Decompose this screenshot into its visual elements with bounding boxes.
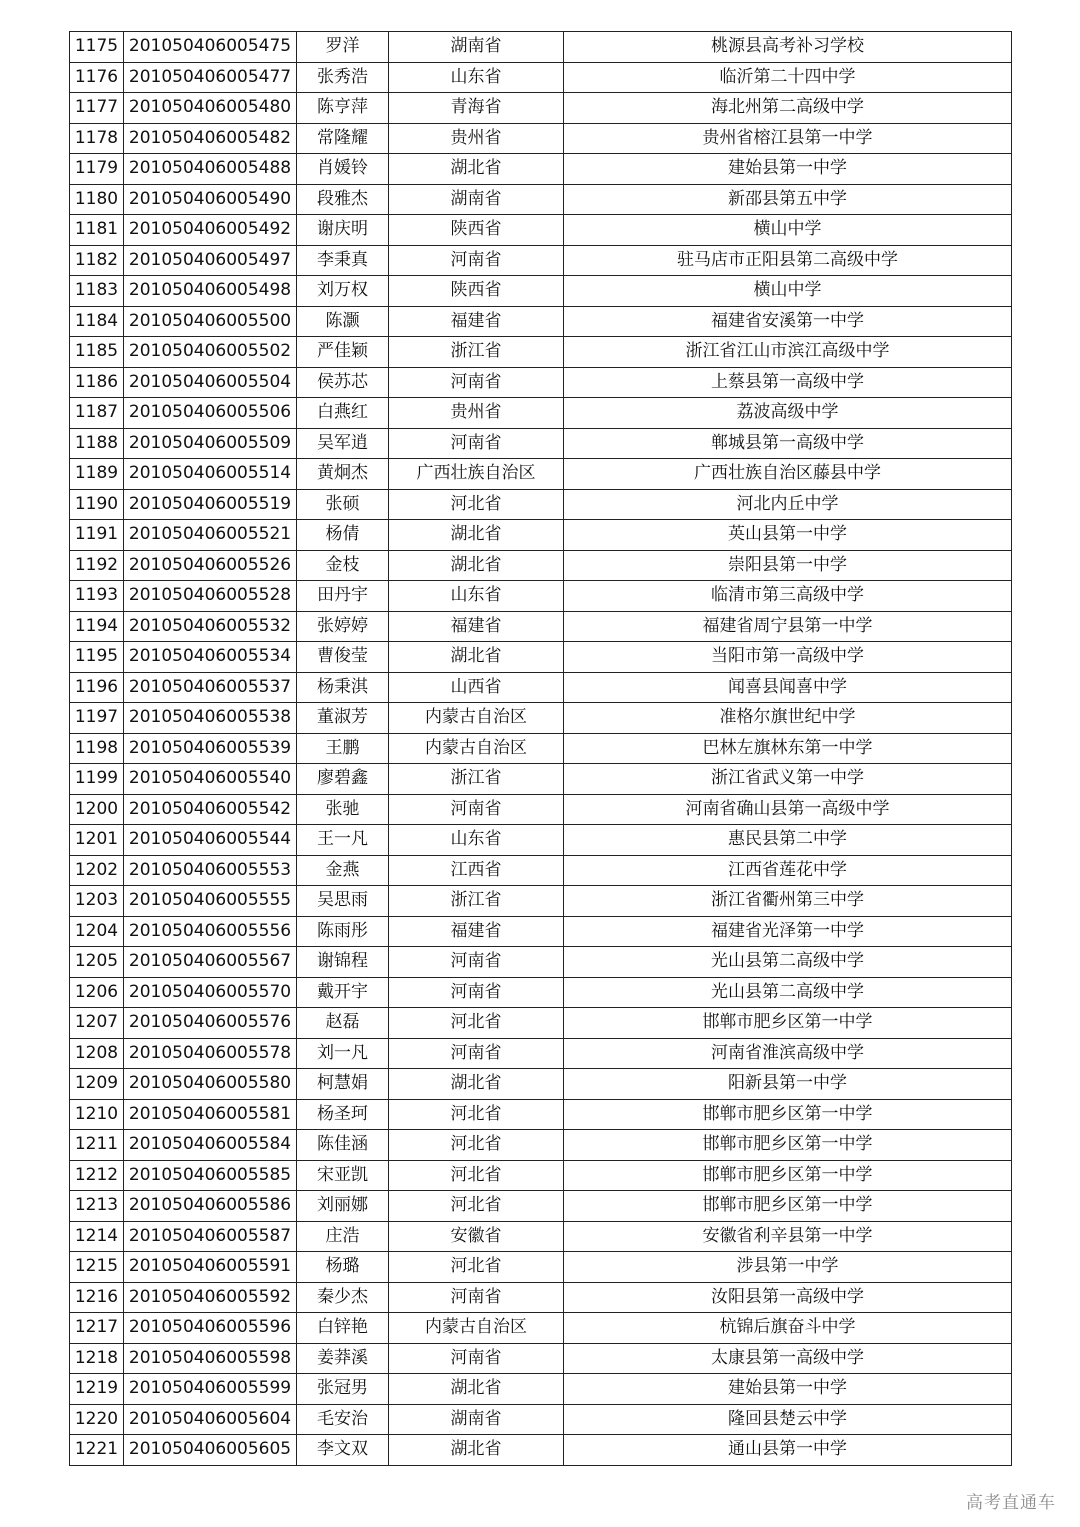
cell-province: 湖北省 [389,642,564,673]
cell-number: 1193 [70,581,124,612]
cell-exam-id: 201050406005521 [124,520,297,551]
cell-exam-id: 201050406005598 [124,1343,297,1374]
cell-school: 准格尔旗世纪中学 [564,703,1012,734]
cell-province: 安徽省 [389,1221,564,1252]
cell-number: 1207 [70,1008,124,1039]
table-row [70,154,1012,185]
cell-exam-id: 201050406005591 [124,1252,297,1283]
cell-number: 1188 [70,428,124,459]
table-row [70,1160,1012,1191]
cell-province: 福建省 [389,916,564,947]
cell-province: 湖南省 [389,32,564,63]
cell-province: 河南省 [389,1282,564,1313]
cell-school: 隆回县楚云中学 [564,1404,1012,1435]
cell-province: 河南省 [389,1038,564,1069]
table-row [70,733,1012,764]
cell-name: 杨倩 [297,520,389,551]
cell-number: 1214 [70,1221,124,1252]
cell-number: 1195 [70,642,124,673]
cell-number: 1176 [70,62,124,93]
cell-name: 张硕 [297,489,389,520]
cell-number: 1182 [70,245,124,276]
cell-number: 1189 [70,459,124,490]
cell-number: 1196 [70,672,124,703]
cell-exam-id: 201050406005475 [124,32,297,63]
cell-school: 河北内丘中学 [564,489,1012,520]
table-row [70,886,1012,917]
cell-name: 张婷婷 [297,611,389,642]
cell-exam-id: 201050406005532 [124,611,297,642]
cell-school: 横山中学 [564,276,1012,307]
cell-province: 湖北省 [389,154,564,185]
cell-number: 1208 [70,1038,124,1069]
table-row [70,1099,1012,1130]
cell-school: 横山中学 [564,215,1012,246]
cell-province: 贵州省 [389,398,564,429]
table-row [70,428,1012,459]
table-row [70,611,1012,642]
cell-name: 罗洋 [297,32,389,63]
cell-school: 邯郸市肥乡区第一中学 [564,1160,1012,1191]
cell-number: 1175 [70,32,124,63]
table-row [70,1404,1012,1435]
cell-exam-id: 201050406005506 [124,398,297,429]
cell-name: 刘一凡 [297,1038,389,1069]
cell-province: 浙江省 [389,337,564,368]
cell-exam-id: 201050406005534 [124,642,297,673]
cell-number: 1219 [70,1374,124,1405]
cell-name: 李秉真 [297,245,389,276]
table-row [70,1221,1012,1252]
cell-school: 巴林左旗林东第一中学 [564,733,1012,764]
cell-number: 1210 [70,1099,124,1130]
table-row [70,123,1012,154]
cell-name: 赵磊 [297,1008,389,1039]
cell-name: 张秀浩 [297,62,389,93]
cell-exam-id: 201050406005519 [124,489,297,520]
cell-number: 1204 [70,916,124,947]
cell-name: 肖媛铃 [297,154,389,185]
cell-name: 谢锦程 [297,947,389,978]
cell-province: 河南省 [389,1343,564,1374]
table-row [70,1343,1012,1374]
cell-exam-id: 201050406005578 [124,1038,297,1069]
cell-school: 临清市第三高级中学 [564,581,1012,612]
table-row [70,459,1012,490]
cell-province: 内蒙古自治区 [389,703,564,734]
table-row [70,276,1012,307]
cell-number: 1203 [70,886,124,917]
cell-name: 刘丽娜 [297,1191,389,1222]
cell-school: 驻马店市正阳县第二高级中学 [564,245,1012,276]
cell-school: 河南省确山县第一高级中学 [564,794,1012,825]
table-row [70,703,1012,734]
cell-name: 姜莽溪 [297,1343,389,1374]
cell-province: 河南省 [389,428,564,459]
cell-name: 杨璐 [297,1252,389,1283]
cell-number: 1183 [70,276,124,307]
cell-name: 宋亚凯 [297,1160,389,1191]
cell-name: 白燕红 [297,398,389,429]
cell-name: 刘万权 [297,276,389,307]
cell-province: 内蒙古自治区 [389,1313,564,1344]
table-row [70,215,1012,246]
cell-school: 涉县第一中学 [564,1252,1012,1283]
cell-name: 庄浩 [297,1221,389,1252]
cell-school: 惠民县第二中学 [564,825,1012,856]
cell-number: 1209 [70,1069,124,1100]
cell-name: 廖碧鑫 [297,764,389,795]
cell-exam-id: 201050406005540 [124,764,297,795]
cell-number: 1186 [70,367,124,398]
cell-number: 1220 [70,1404,124,1435]
cell-province: 福建省 [389,611,564,642]
cell-school: 江西省莲花中学 [564,855,1012,886]
cell-number: 1201 [70,825,124,856]
cell-name: 张冠男 [297,1374,389,1405]
cell-school: 广西壮族自治区藤县中学 [564,459,1012,490]
table-row [70,93,1012,124]
cell-exam-id: 201050406005605 [124,1435,297,1466]
cell-province: 湖北省 [389,1374,564,1405]
table-row [70,764,1012,795]
results-table-body [70,32,1012,1466]
cell-school: 海北州第二高级中学 [564,93,1012,124]
cell-province: 河南省 [389,947,564,978]
cell-exam-id: 201050406005587 [124,1221,297,1252]
cell-exam-id: 201050406005500 [124,306,297,337]
cell-province: 河北省 [389,489,564,520]
table-row [70,1374,1012,1405]
cell-number: 1191 [70,520,124,551]
table-row [70,367,1012,398]
cell-province: 山东省 [389,62,564,93]
cell-name: 谢庆明 [297,215,389,246]
table-row [70,642,1012,673]
cell-school: 安徽省利辛县第一中学 [564,1221,1012,1252]
cell-exam-id: 201050406005528 [124,581,297,612]
cell-number: 1179 [70,154,124,185]
cell-number: 1180 [70,184,124,215]
cell-province: 湖北省 [389,1435,564,1466]
cell-exam-id: 201050406005553 [124,855,297,886]
cell-exam-id: 201050406005586 [124,1191,297,1222]
cell-school: 福建省安溪第一中学 [564,306,1012,337]
cell-school: 上蔡县第一高级中学 [564,367,1012,398]
cell-province: 湖南省 [389,1404,564,1435]
table-row [70,489,1012,520]
cell-name: 王鹏 [297,733,389,764]
cell-school: 贵州省榕江县第一中学 [564,123,1012,154]
cell-exam-id: 201050406005555 [124,886,297,917]
cell-school: 河南省淮滨高级中学 [564,1038,1012,1069]
table-row [70,1252,1012,1283]
cell-name: 李文双 [297,1435,389,1466]
table-row [70,977,1012,1008]
cell-province: 河北省 [389,1160,564,1191]
cell-number: 1202 [70,855,124,886]
watermark: 高考直通车 [966,1493,1056,1513]
cell-number: 1205 [70,947,124,978]
cell-province: 江西省 [389,855,564,886]
cell-exam-id: 201050406005497 [124,245,297,276]
cell-province: 河北省 [389,1130,564,1161]
cell-name: 陈灏 [297,306,389,337]
table-row [70,184,1012,215]
cell-exam-id: 201050406005539 [124,733,297,764]
cell-school: 邯郸市肥乡区第一中学 [564,1191,1012,1222]
table-row [70,398,1012,429]
cell-school: 邯郸市肥乡区第一中学 [564,1008,1012,1039]
cell-name: 秦少杰 [297,1282,389,1313]
cell-exam-id: 201050406005585 [124,1160,297,1191]
cell-school: 光山县第二高级中学 [564,947,1012,978]
cell-exam-id: 201050406005538 [124,703,297,734]
results-table-container [69,31,1012,1466]
cell-exam-id: 201050406005604 [124,1404,297,1435]
cell-name: 杨秉淇 [297,672,389,703]
cell-school: 临沂第二十四中学 [564,62,1012,93]
cell-name: 田丹宇 [297,581,389,612]
cell-province: 河北省 [389,1191,564,1222]
cell-name: 金燕 [297,855,389,886]
cell-school: 邯郸市肥乡区第一中学 [564,1099,1012,1130]
cell-province: 青海省 [389,93,564,124]
cell-name: 常隆耀 [297,123,389,154]
cell-exam-id: 201050406005576 [124,1008,297,1039]
cell-school: 英山县第一中学 [564,520,1012,551]
cell-number: 1181 [70,215,124,246]
cell-exam-id: 201050406005599 [124,1374,297,1405]
cell-name: 王一凡 [297,825,389,856]
cell-exam-id: 201050406005477 [124,62,297,93]
table-row [70,825,1012,856]
cell-exam-id: 201050406005592 [124,1282,297,1313]
cell-number: 1213 [70,1191,124,1222]
cell-name: 黄炯杰 [297,459,389,490]
cell-school: 通山县第一中学 [564,1435,1012,1466]
cell-school: 浙江省江山市滨江高级中学 [564,337,1012,368]
cell-exam-id: 201050406005488 [124,154,297,185]
cell-number: 1198 [70,733,124,764]
cell-province: 广西壮族自治区 [389,459,564,490]
cell-name: 段雅杰 [297,184,389,215]
cell-school: 阳新县第一中学 [564,1069,1012,1100]
cell-name: 陈佳涵 [297,1130,389,1161]
table-row [70,1313,1012,1344]
cell-number: 1187 [70,398,124,429]
cell-exam-id: 201050406005567 [124,947,297,978]
cell-exam-id: 201050406005482 [124,123,297,154]
cell-number: 1212 [70,1160,124,1191]
cell-name: 白锌艳 [297,1313,389,1344]
cell-school: 当阳市第一高级中学 [564,642,1012,673]
table-row [70,245,1012,276]
cell-exam-id: 201050406005537 [124,672,297,703]
cell-name: 董淑芳 [297,703,389,734]
cell-province: 河南省 [389,794,564,825]
cell-province: 内蒙古自治区 [389,733,564,764]
cell-exam-id: 201050406005502 [124,337,297,368]
table-row [70,794,1012,825]
cell-province: 浙江省 [389,886,564,917]
cell-province: 贵州省 [389,123,564,154]
table-row [70,520,1012,551]
cell-number: 1221 [70,1435,124,1466]
cell-school: 浙江省武义第一中学 [564,764,1012,795]
cell-name: 吴思雨 [297,886,389,917]
table-row [70,1435,1012,1466]
cell-exam-id: 201050406005504 [124,367,297,398]
cell-province: 河北省 [389,1099,564,1130]
cell-exam-id: 201050406005498 [124,276,297,307]
cell-province: 湖北省 [389,550,564,581]
cell-province: 山东省 [389,581,564,612]
cell-name: 金枝 [297,550,389,581]
cell-number: 1177 [70,93,124,124]
table-row [70,62,1012,93]
cell-province: 湖南省 [389,184,564,215]
cell-province: 福建省 [389,306,564,337]
cell-name: 严佳颖 [297,337,389,368]
cell-name: 陈亨萍 [297,93,389,124]
cell-school: 太康县第一高级中学 [564,1343,1012,1374]
cell-name: 戴开宇 [297,977,389,1008]
table-row [70,1282,1012,1313]
cell-exam-id: 201050406005580 [124,1069,297,1100]
cell-province: 陕西省 [389,215,564,246]
cell-name: 陈雨彤 [297,916,389,947]
cell-exam-id: 201050406005544 [124,825,297,856]
cell-name: 吴军逍 [297,428,389,459]
cell-exam-id: 201050406005570 [124,977,297,1008]
cell-school: 郸城县第一高级中学 [564,428,1012,459]
table-row [70,1130,1012,1161]
cell-name: 侯苏芯 [297,367,389,398]
cell-number: 1199 [70,764,124,795]
cell-school: 杭锦后旗奋斗中学 [564,1313,1012,1344]
cell-number: 1211 [70,1130,124,1161]
table-row [70,1069,1012,1100]
cell-school: 邯郸市肥乡区第一中学 [564,1130,1012,1161]
cell-name: 张驰 [297,794,389,825]
cell-number: 1185 [70,337,124,368]
table-row [70,1038,1012,1069]
cell-name: 曹俊莹 [297,642,389,673]
cell-number: 1206 [70,977,124,1008]
cell-province: 河南省 [389,367,564,398]
cell-exam-id: 201050406005584 [124,1130,297,1161]
cell-province: 河南省 [389,977,564,1008]
cell-number: 1216 [70,1282,124,1313]
cell-school: 闻喜县闻喜中学 [564,672,1012,703]
cell-name: 毛安治 [297,1404,389,1435]
cell-school: 汝阳县第一高级中学 [564,1282,1012,1313]
table-row [70,855,1012,886]
cell-school: 桃源县高考补习学校 [564,32,1012,63]
cell-school: 光山县第二高级中学 [564,977,1012,1008]
cell-province: 浙江省 [389,764,564,795]
cell-province: 河南省 [389,245,564,276]
cell-exam-id: 201050406005526 [124,550,297,581]
cell-school: 荔波高级中学 [564,398,1012,429]
cell-province: 湖北省 [389,520,564,551]
cell-exam-id: 201050406005509 [124,428,297,459]
cell-number: 1184 [70,306,124,337]
cell-number: 1217 [70,1313,124,1344]
cell-number: 1190 [70,489,124,520]
cell-exam-id: 201050406005480 [124,93,297,124]
cell-number: 1197 [70,703,124,734]
table-row [70,916,1012,947]
cell-school: 福建省光泽第一中学 [564,916,1012,947]
cell-exam-id: 201050406005514 [124,459,297,490]
cell-number: 1194 [70,611,124,642]
cell-province: 陕西省 [389,276,564,307]
cell-school: 建始县第一中学 [564,154,1012,185]
cell-name: 柯慧娟 [297,1069,389,1100]
cell-province: 湖北省 [389,1069,564,1100]
cell-number: 1215 [70,1252,124,1283]
table-row [70,947,1012,978]
cell-number: 1192 [70,550,124,581]
cell-number: 1178 [70,123,124,154]
cell-exam-id: 201050406005542 [124,794,297,825]
table-row [70,672,1012,703]
table-row [70,306,1012,337]
cell-number: 1200 [70,794,124,825]
results-table [69,31,1012,1466]
cell-province: 山西省 [389,672,564,703]
table-row [70,581,1012,612]
cell-exam-id: 201050406005596 [124,1313,297,1344]
cell-school: 崇阳县第一中学 [564,550,1012,581]
cell-number: 1218 [70,1343,124,1374]
table-row [70,1008,1012,1039]
table-row [70,32,1012,63]
cell-school: 浙江省衢州第三中学 [564,886,1012,917]
cell-province: 河北省 [389,1252,564,1283]
table-row [70,337,1012,368]
table-row [70,1191,1012,1222]
cell-name: 杨圣珂 [297,1099,389,1130]
cell-exam-id: 201050406005556 [124,916,297,947]
cell-exam-id: 201050406005581 [124,1099,297,1130]
cell-exam-id: 201050406005490 [124,184,297,215]
cell-exam-id: 201050406005492 [124,215,297,246]
table-row [70,550,1012,581]
cell-province: 河北省 [389,1008,564,1039]
cell-province: 山东省 [389,825,564,856]
cell-school: 建始县第一中学 [564,1374,1012,1405]
cell-school: 福建省周宁县第一中学 [564,611,1012,642]
cell-school: 新邵县第五中学 [564,184,1012,215]
